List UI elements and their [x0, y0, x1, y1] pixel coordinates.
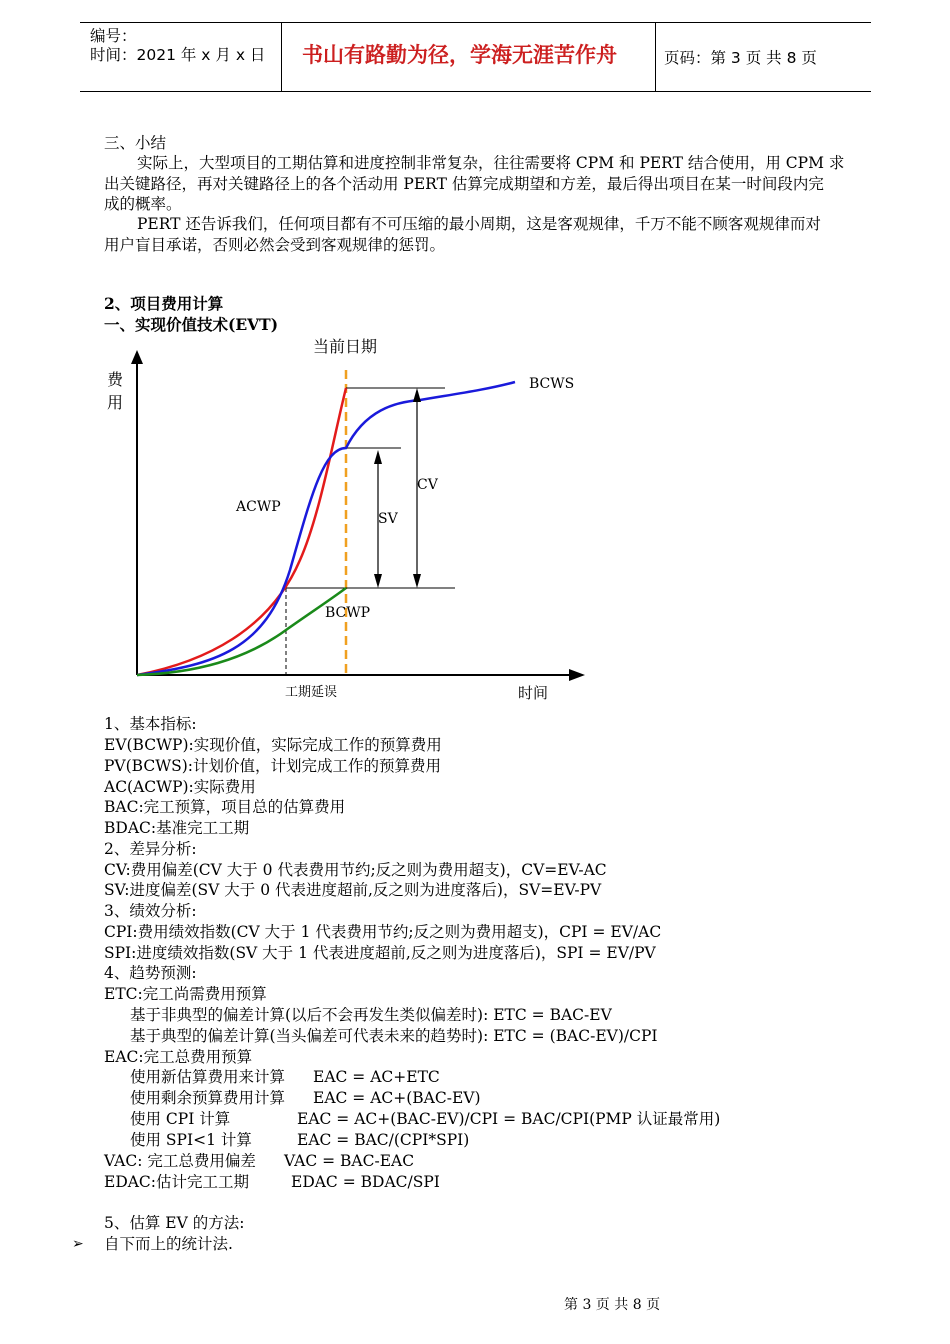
eac-method-3-label: 使用 CPI 计算	[130, 1110, 231, 1128]
acwp-label: ACWP	[236, 499, 281, 515]
y-axis-label-2: 用	[107, 393, 124, 412]
bdac-definition: BDAC:基准完工工期	[104, 819, 250, 837]
eac-method-4-formula: EAC = BAC/(CPI*SPI)	[297, 1131, 470, 1149]
evt-figure	[95, 330, 595, 710]
eac-method-1-formula: EAC = AC+ETC	[313, 1068, 440, 1086]
etc-definition: ETC:完工尚需费用预算	[104, 985, 267, 1003]
summary-heading: 三、小结	[104, 134, 167, 152]
cv-arrow-bottom	[413, 574, 421, 588]
header-top-border	[80, 22, 871, 23]
summary-p1-line3: 成的概率。	[104, 195, 182, 213]
x-axis-label: 时间	[518, 684, 549, 702]
bottom-up-method: 自下而上的统计法.	[104, 1235, 233, 1253]
forecast-heading: 4、趋势预测:	[104, 964, 197, 982]
eac-method-2-label: 使用剩余预算费用计算	[130, 1089, 286, 1107]
summary-p1-line2: 出关键路径，再对关键路径上的各个活动用 PERT 估算完成期望和方差，最后得出项目在某一时间段内完	[104, 175, 824, 193]
edac-label: EDAC:估计完工工期	[104, 1173, 250, 1191]
header-divider-2	[655, 22, 656, 92]
header-motto: 书山有路勤为径，学海无涯苦作舟	[302, 43, 617, 67]
basic-indicators-heading: 1、基本指标:	[104, 715, 197, 733]
eac-method-4-label: 使用 SPI<1 计算	[130, 1131, 252, 1149]
ev-definition: EV(BCWP):实现价值，实际完成工作的预算费用	[104, 736, 442, 754]
delay-label: 工期延误	[285, 685, 338, 700]
spi-definition: SPI:进度绩效指数(SV 大于 1 代表进度超前,反之则为进度落后)，SPI = EV/PV	[104, 944, 656, 962]
bullet-arrow-icon: ➢	[72, 1236, 84, 1252]
ev-methods-heading: 5、估算 EV 的方法:	[104, 1214, 245, 1232]
y-axis-arrow	[131, 350, 143, 364]
current-date-label: 当前日期	[313, 337, 378, 356]
sv-label: SV	[378, 511, 398, 527]
vac-formula: VAC = BAC-EAC	[284, 1152, 415, 1170]
pv-definition: PV(BCWS):计划价值，计划完成工作的预算费用	[104, 757, 442, 775]
bcws-curve	[137, 382, 515, 675]
cv-arrow-top	[413, 388, 421, 402]
doc-number-label: 编号：	[90, 27, 137, 45]
vac-label: VAC: 完工总费用偏差	[104, 1152, 256, 1170]
summary-p1-line1: 实际上，大型项目的工期估算和进度控制非常复杂，往往需要将 CPM 和 PERT 结合使用，用 CPM 求	[137, 154, 845, 172]
cpi-definition: CPI:费用绩效指数(CV 大于 1 代表费用节约;反之则为费用超支)，CPI = EV/AC	[104, 923, 662, 941]
acwp-curve	[137, 388, 346, 675]
doc-time-label: 时间：2021 年 x 月 x 日	[90, 46, 266, 64]
eac-method-2-formula: EAC = AC+(BAC-EV)	[313, 1089, 481, 1107]
eac-definition: EAC:完工总费用预算	[104, 1048, 253, 1066]
bcwp-curve	[137, 588, 346, 675]
summary-p2-line1: PERT 还告诉我们，任何项目都有不可压缩的最小周期，这是客观规律，千万不能不顾客观规律而对	[137, 215, 821, 233]
summary-p2-line2: 用户盲目承诺，否则必然会受到客观规律的惩罚。	[104, 236, 446, 254]
header-bottom-border	[80, 91, 871, 92]
header-divider-1	[281, 22, 282, 92]
performance-heading: 3、绩效分析:	[104, 902, 197, 920]
etc-typical: 基于典型的偏差计算(当头偏差可代表未来的趋势时): ETC = (BAC-EV)/CPI	[130, 1027, 658, 1045]
eac-method-1-label: 使用新估算费用来计算	[130, 1068, 286, 1086]
sv-arrow-top	[374, 450, 382, 464]
etc-atypical: 基于非典型的偏差计算(以后不会再发生类似偏差时): ETC = BAC-EV	[130, 1006, 612, 1024]
section-subtitle: 一、实现价值技术(EVT)	[104, 315, 279, 334]
y-axis-label-1: 费	[107, 370, 124, 389]
bcws-label: BCWS	[529, 376, 575, 392]
cv-definition: CV:费用偏差(CV 大于 0 代表费用节约;反之则为费用超支)，CV=EV-AC	[104, 861, 607, 879]
edac-formula: EDAC = BDAC/SPI	[291, 1173, 440, 1191]
header-page-code: 页码：第 3 页 共 8 页	[664, 49, 817, 67]
variance-heading: 2、差异分析:	[104, 840, 197, 858]
eac-method-3-formula: EAC = AC+(BAC-EV)/CPI = BAC/CPI(PMP 认证最常用)	[297, 1110, 721, 1128]
bac-definition: BAC:完工预算，项目总的估算费用	[104, 798, 346, 816]
footer-page-number: 第 3 页 共 8 页	[564, 1297, 661, 1313]
sv-arrow-bottom	[374, 574, 382, 588]
sv-definition: SV:进度偏差(SV 大于 0 代表进度超前,反之则为进度落后)，SV=EV-PV	[104, 881, 602, 899]
x-axis-arrow	[569, 669, 585, 681]
bcwp-label: BCWP	[325, 605, 371, 621]
cv-label: CV	[417, 477, 438, 493]
ac-definition: AC(ACWP):实际费用	[104, 778, 256, 796]
section-title: 2、项目费用计算	[104, 294, 224, 313]
